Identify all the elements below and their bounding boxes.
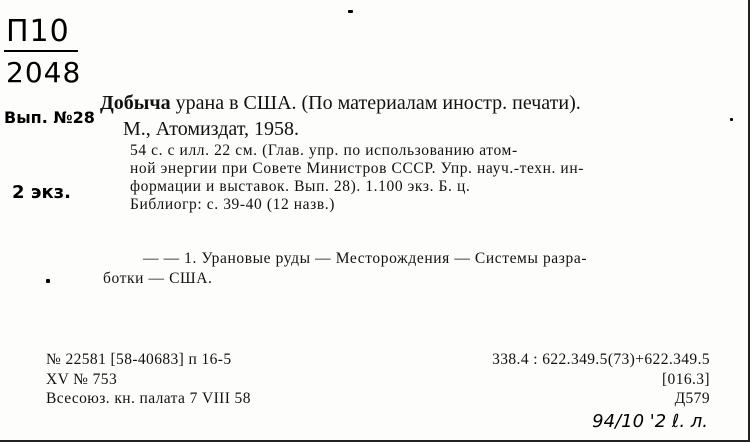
description-line: формации и выставок. Вып. 28). 1.100 экз. Б. ц. — [130, 178, 471, 195]
title-line — [100, 92, 581, 115]
shelf-mark-rule — [4, 50, 78, 52]
chamber-imprint: Всесоюз. кн. палата 7 VIII 58 — [46, 390, 251, 407]
author-mark: Д579 — [674, 390, 710, 407]
handwritten-copies-note: 2 экз. — [12, 182, 71, 203]
description-line: 54 с. с илл. 22 см. (Глав. упр. по использованию атом- — [130, 142, 518, 159]
description-line: ной энергии при Совете Министров СССР. Упр. науч.-техн. ин- — [130, 160, 584, 177]
subject-tracing-line: — — 1. Урановые руды — Месторождения — Системы разра- — [143, 250, 588, 267]
registration-number: № 22581 [58-40683] п 16-5 — [46, 351, 232, 368]
ink-speck — [730, 118, 733, 121]
ink-speck — [46, 279, 50, 283]
imprint: М., Атомиздат, 1958. — [123, 118, 299, 140]
bibliography-note: Библиогр: с. 39-40 (12 назв.) — [130, 196, 336, 213]
ink-speck — [348, 10, 353, 13]
udc-supplement: [016.3] — [662, 371, 710, 388]
udc-classification: 338.4 : 622.349.5(73)+622.349.5 — [492, 351, 710, 368]
handwritten-shelf-mark-top: П10 — [6, 14, 70, 49]
main-heading: Добыча — [100, 92, 171, 114]
series-number: XV № 753 — [46, 371, 118, 388]
subject-tracing-line: ботки — США. — [103, 270, 213, 287]
handwritten-issue-note: Вып. №28 — [4, 108, 95, 127]
handwritten-shelf-mark-bottom: 2048 — [6, 56, 82, 89]
title-text: урана в США. (По материалам иностр. печати). — [175, 92, 581, 114]
handwritten-initials: 94/10 '2 ℓ. л. — [592, 411, 708, 432]
